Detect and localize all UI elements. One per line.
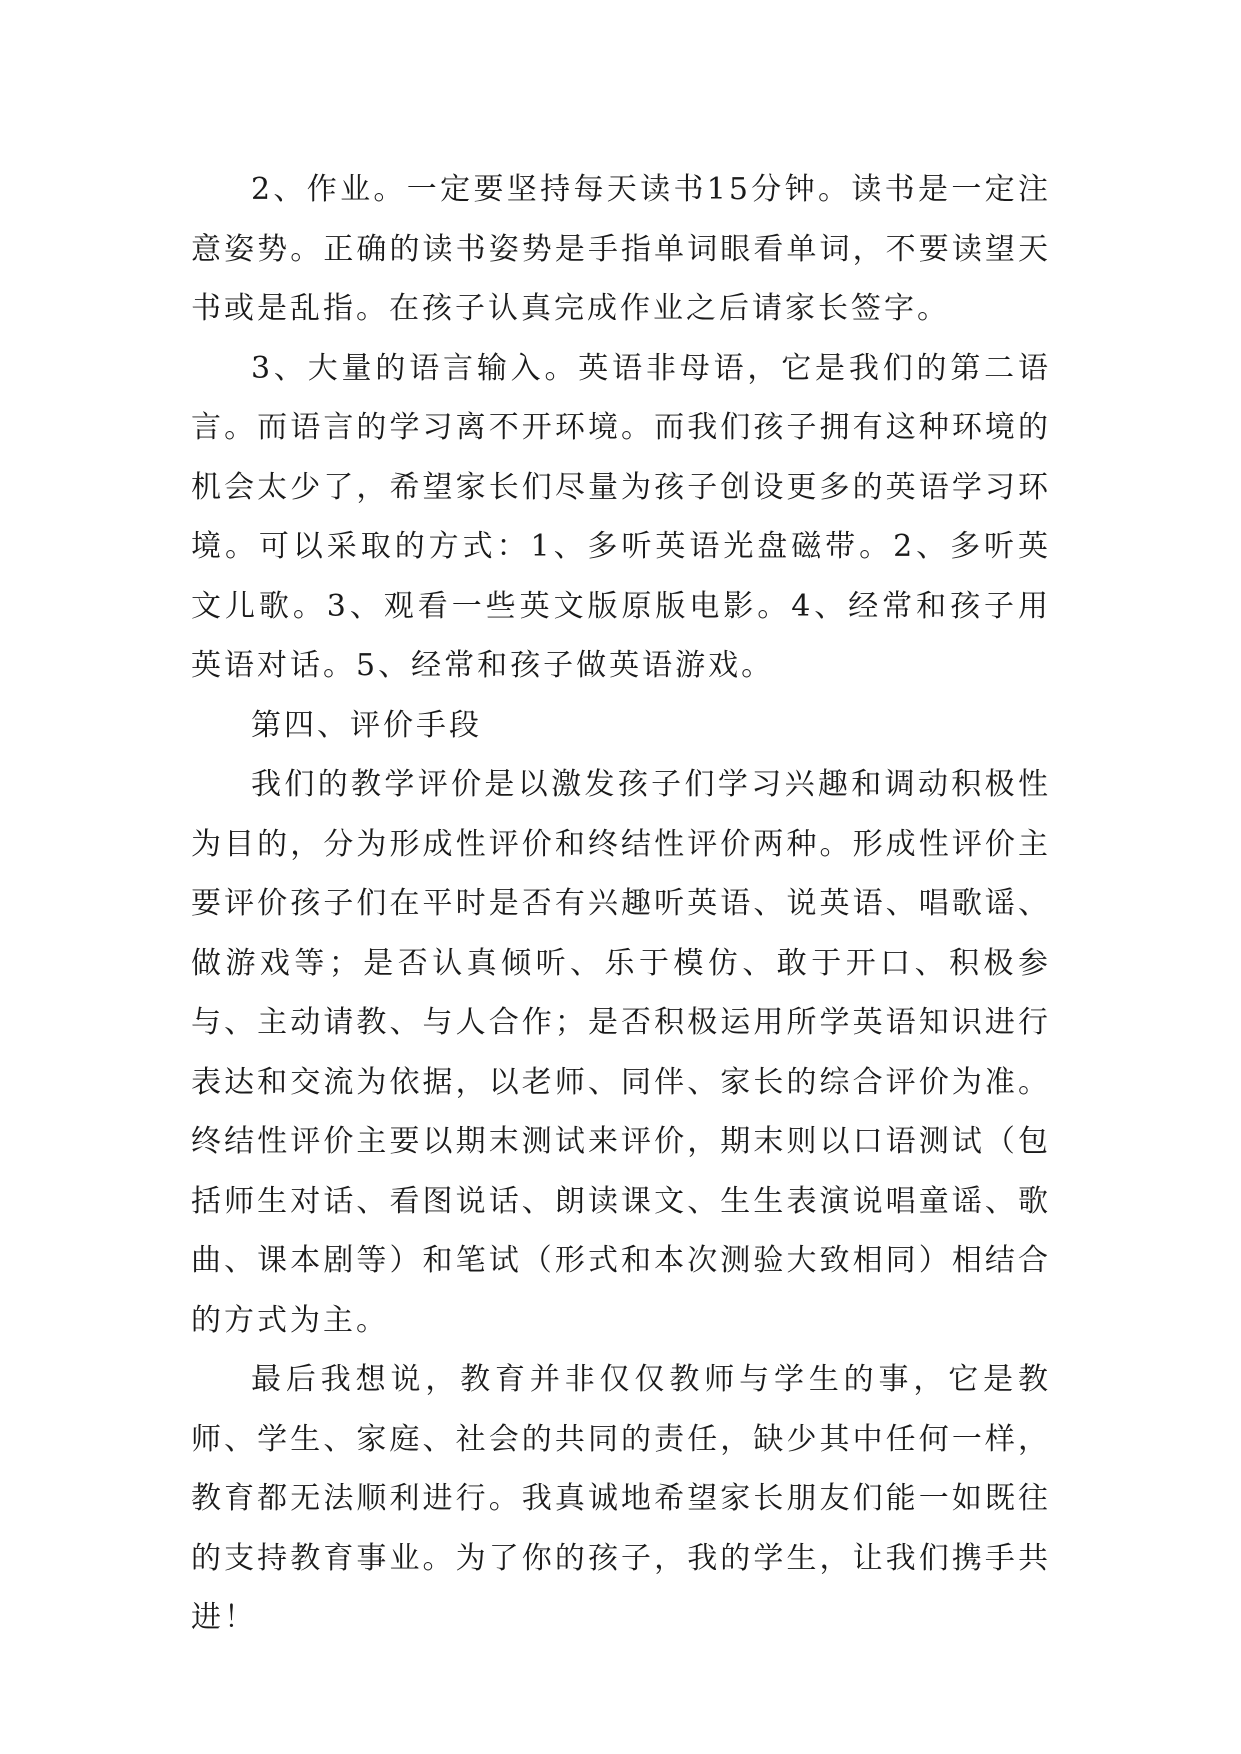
paragraph-evaluation: 我们的教学评价是以激发孩子们学习兴趣和调动积极性为目的，分为形成性评价和终结性评价两种。形成性评价主要评价孩子们在平时是否有兴趣听英语、说英语、唱歌谣、做游戏等；是否认真倾听、乐于模仿、敢于开口、积极参与、主动请教、与人合作；是否积极运用所学英语知识进行表达和交流为依据，以老师、同伴、家长的综合评价为准。终结性评价主要以期末测试来评价，期末则以口语测试（包括师生对话、看图说话、朗读课文、生生表演说唱童谣、歌曲、课本剧等）和笔试（形式和本次测验大致相同）相结合的方式为主。 bbox=[191, 767, 1051, 1338]
document-body bbox=[191, 160, 1051, 1648]
section-heading-evaluation: 第四、评价手段 bbox=[251, 707, 482, 743]
paragraph-conclusion: 最后我想说，教育并非仅仅教师与学生的事，它是教师、学生、家庭、社会的共同的责任，缺少其中任何一样，教育都无法顺利进行。我真诚地希望家长朋友们能一如既往的支持教育事业。为了你的孩子，我的学生，让我们携手共进！ bbox=[191, 1362, 1051, 1635]
paragraph-language-input: 3、大量的语言输入。英语非母语，它是我们的第二语言。而语言的学习离不开环境。而我们孩子拥有这种环境的机会太少了，希望家长们尽量为孩子创设更多的英语学习环境。可以采取的方式：1、多听英语光盘磁带。2、多听英文儿歌。3、观看一些英文版原版电影。4、经常和孩子用英语对话。5、经常和孩子做英语游戏。 bbox=[191, 350, 1051, 683]
paragraph-homework: 2、作业。一定要坚持每天读书15分钟。读书是一定注意姿势。正确的读书姿势是手指单词眼看单词，不要读望天书或是乱指。在孩子认真完成作业之后请家长签字。 bbox=[191, 172, 1051, 326]
